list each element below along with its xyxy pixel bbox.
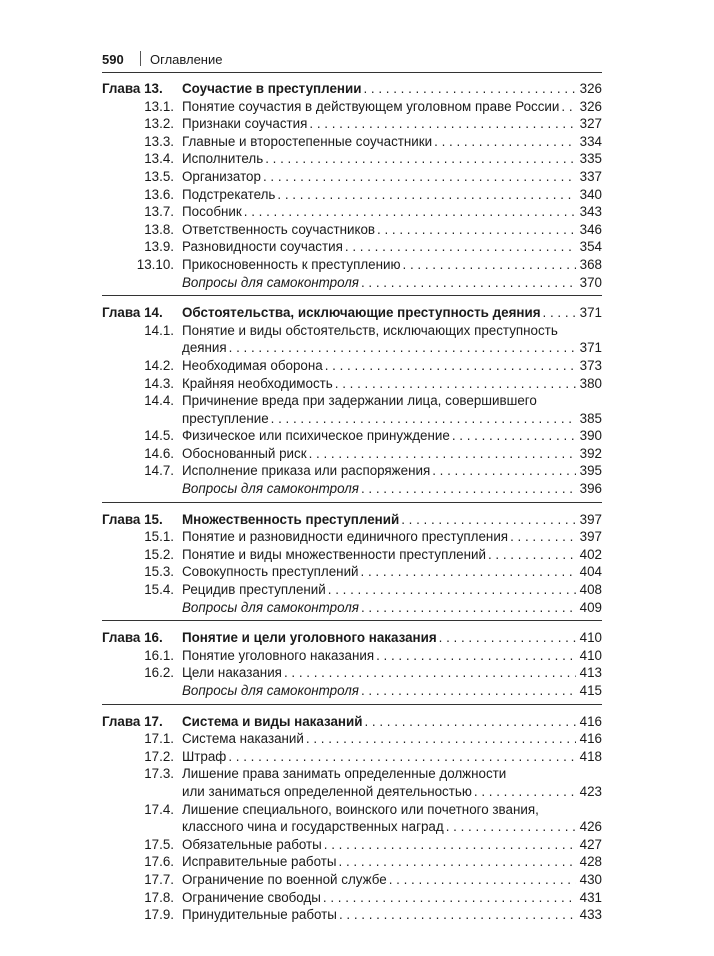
entry-title-cell [182,801,602,819]
entry-title-cell [182,730,602,748]
entry-title: Пособник [182,204,242,220]
entry-number: 14.1. [144,322,174,338]
entry-page: 368 [579,256,602,272]
entry-title: Лишение специального, воинского или почетного звания, [182,801,539,817]
dot-leader [309,445,576,463]
entry-title: Причинение вреда при задержании лица, совершившего [182,393,537,409]
entry-page: 334 [579,133,602,149]
entry-title-cell [182,256,602,274]
dot-leader [361,599,576,617]
entry-title-cell [182,203,602,221]
toc-entry [102,375,602,393]
entry-number: 17.5. [144,836,174,852]
dot-leader [361,563,576,581]
dot-leader [263,168,576,186]
entry-number: 15.4. [144,582,174,598]
toc-entry [102,906,602,924]
dot-leader [324,836,576,854]
entry-title-cell [182,80,602,98]
entry-title-cell [182,906,602,924]
entry-title-cell [182,682,602,700]
entry-page: 390 [579,428,602,444]
toc-entry [102,563,602,581]
toc-entry [102,168,602,186]
dot-leader [228,748,576,766]
entry-title-cell [182,853,602,871]
entry-title-cell [182,528,602,546]
entry-number: 13.7. [144,204,174,220]
entry-title-cell [182,713,602,731]
entry-title-cell [182,339,602,357]
dot-leader [474,783,576,801]
entry-page: 326 [579,81,602,96]
toc-entry [102,186,602,204]
entry-title: Ответственность соучастников [182,221,376,237]
toc-entry [102,546,602,564]
entry-title-cell [182,783,602,801]
entry-page: 404 [579,564,602,580]
chapter-block [102,80,602,291]
entry-title-cell [182,427,602,445]
dot-leader [306,730,576,748]
chapter-heading [102,304,602,322]
entry-title-cell [182,375,602,393]
toc-entry [102,115,602,133]
self-check-questions [102,274,602,292]
dot-leader [339,853,577,871]
entry-page: 337 [579,168,602,184]
entry-title-cell [182,647,602,665]
dot-leader [335,375,576,393]
entry-title-cell [182,392,602,410]
entry-title-cell [182,563,602,581]
entry-title-cell [182,818,602,836]
entry-number: Глава 16. [102,630,163,646]
toc-entry [102,203,602,221]
entry-title: Соучастие в преступлении [182,81,362,96]
entry-number: Глава 14. [102,305,163,321]
entry-page: 343 [579,204,602,220]
toc-entry [102,410,602,428]
toc-entry [102,238,602,256]
entry-title: Вопросы для самоконтроля [182,683,359,698]
entry-title: Организатор [182,168,261,184]
entry-page: 427 [579,836,602,852]
toc-entry [102,818,602,836]
entry-number: 13.1. [144,98,174,114]
entry-number: 14.4. [144,393,174,409]
entry-page: 423 [579,783,602,799]
entry-number: 13.3. [144,133,174,149]
entry-title: или заниматься определенной деятельностью [182,783,472,799]
toc-entry [102,256,602,274]
entry-number: 13.8. [144,221,174,237]
dot-leader [432,462,576,480]
entry-page: 371 [579,340,602,356]
entry-number: 17.8. [144,889,174,905]
entry-page: 326 [579,98,602,114]
entry-number: 15.2. [144,546,174,562]
dot-leader [452,427,576,445]
entry-title: Лишение права занимать определенные должности [182,766,507,782]
dot-leader [446,818,576,836]
entry-title: Рецидив преступлений [182,582,326,598]
toc-entry [102,357,602,375]
entry-page: 397 [579,511,602,527]
self-check-questions [102,599,602,617]
entry-page: 340 [579,186,602,202]
entry-title: Исполнение приказа или распоряжения [182,463,431,479]
dot-leader [364,713,576,731]
entry-page: 415 [579,683,602,698]
dot-leader [345,238,576,256]
dot-leader [543,304,576,322]
entry-title-cell [182,748,602,766]
entry-title-cell [182,133,602,151]
chapter-divider [102,295,602,296]
toc-entry-line [102,392,602,410]
entry-number: Глава 17. [102,713,163,729]
entry-number: 13.5. [144,168,174,184]
dot-leader [309,115,576,133]
entry-page: 402 [579,546,602,562]
entry-page: 346 [579,221,602,237]
entry-page: 380 [579,375,602,391]
dot-leader [439,629,576,647]
entry-title: Исполнитель [182,151,264,167]
entry-number: 14.7. [144,463,174,479]
entry-title-cell [182,599,602,617]
toc-entry [102,462,602,480]
dot-leader [488,546,576,564]
toc-entry [102,150,602,168]
entry-number: 17.6. [144,854,174,870]
entry-title: Ограничение свободы [182,889,321,905]
entry-title-cell [182,238,602,256]
entry-title: Исправительные работы [182,854,337,870]
entry-title-cell [182,98,602,116]
entry-number: 13.9. [144,239,174,255]
entry-title: Штраф [182,748,227,764]
entry-number: 17.9. [144,907,174,923]
toc-entry [102,133,602,151]
entry-number: 17.7. [144,871,174,887]
entry-title-cell [182,664,602,682]
dot-leader [277,186,576,204]
toc-entry [102,889,602,907]
chapter-block [102,304,602,498]
self-check-questions [102,480,602,498]
toc-entry [102,528,602,546]
entry-page: 409 [579,599,602,615]
dot-leader [339,906,576,924]
toc-entry [102,748,602,766]
entry-title: Разновидности соучастия [182,239,343,255]
entry-title: Множественность преступлений [182,511,400,527]
toc-entry [102,445,602,463]
entry-title: Понятие соучастия в действующем уголовном праве России [182,98,560,114]
entry-page: 418 [579,748,602,764]
toc-entry [102,221,602,239]
chapter-block [102,511,602,617]
entry-page: 335 [579,151,602,167]
entry-page: 397 [579,529,602,545]
entry-title-cell [182,221,602,239]
entry-number: 14.2. [144,357,174,373]
chapter-heading [102,511,602,529]
toc-entry [102,783,602,801]
entry-page: 371 [579,305,602,321]
entry-number: Глава 15. [102,511,163,527]
entry-title-cell [182,462,602,480]
entry-title: Система наказаний [182,731,304,747]
running-header [102,48,602,73]
toc-entry [102,647,602,665]
dot-leader [284,664,576,682]
dot-leader [403,256,576,274]
entry-title: Вопросы для самоконтроля [182,274,359,290]
entry-title: Физическое или психическое принуждение [182,428,450,444]
entry-title-cell [182,511,602,529]
entry-title-cell [182,629,602,647]
dot-leader [361,480,576,498]
dot-leader [510,528,576,546]
entry-number: 14.6. [144,445,174,461]
dot-leader [328,581,576,599]
entry-number: 14.5. [144,428,174,444]
chapter-heading [102,629,602,647]
toc-entry [102,836,602,854]
entry-title: Понятие уголовного наказания [182,647,375,663]
entry-number: 16.1. [144,647,174,663]
entry-title: Признаки соучастия [182,116,308,132]
entry-page: 408 [579,582,602,598]
entry-title: Система и виды наказаний [182,713,363,729]
entry-page: 416 [579,713,602,729]
entry-title-cell [182,357,602,375]
entry-title-cell [182,889,602,907]
running-title: Оглавление [150,52,223,67]
entry-title-cell [182,546,602,564]
entry-number: 16.2. [144,665,174,681]
entry-title: Вопросы для самоконтроля [182,481,359,497]
toc-entry [102,581,602,599]
entry-title-cell [182,445,602,463]
entry-title: Ограничение по военной службе [182,871,387,887]
entry-title: Необходимая оборона [182,357,323,373]
entry-page: 373 [579,357,602,373]
entry-title: Прикосновенность к преступлению [182,256,401,272]
entry-page: 327 [579,116,602,132]
entry-title: Совокупность преступлений [182,564,359,580]
entry-title-cell [182,480,602,498]
entry-page: 431 [579,889,602,905]
entry-page: 396 [579,481,602,497]
dot-leader [363,80,576,98]
entry-title-cell [182,168,602,186]
entry-title-cell [182,304,602,322]
entry-title: Понятие и разновидности единичного преступления [182,529,509,545]
table-of-contents [102,80,602,924]
toc-entry [102,853,602,871]
header-separator [140,51,141,66]
entry-number: 15.3. [144,564,174,580]
dot-leader [323,889,576,907]
entry-title: Принудительные работы [182,907,337,923]
dot-leader [401,511,576,529]
dot-leader [325,357,576,375]
entry-title-cell [182,871,602,889]
dot-leader [361,682,576,700]
chapter-divider [102,620,602,621]
dot-leader [271,410,576,428]
entry-title: Обоснованный риск [182,445,307,461]
toc-entry [102,871,602,889]
chapter-heading [102,713,602,731]
entry-title: Вопросы для самоконтроля [182,599,359,615]
entry-title-cell [182,581,602,599]
entry-title: Понятие и виды обстоятельств, исключающих преступность [182,322,558,338]
entry-title: Главные и второстепенные соучастники [182,133,433,149]
entry-title: Понятие и виды множественности преступлений [182,546,486,562]
entry-number: 17.2. [144,748,174,764]
chapter-block [102,713,602,924]
chapter-divider [102,704,602,705]
entry-number: 13.2. [144,116,174,132]
entry-page: 426 [579,819,602,835]
toc-entry-line [102,322,602,340]
entry-title: Обязательные работы [182,836,322,852]
dot-leader [244,203,576,221]
entry-number: 13.10. [136,256,174,272]
chapter-heading [102,80,602,98]
dot-leader [389,871,576,889]
entry-number: 13.6. [144,186,174,202]
entry-title-cell [182,115,602,133]
entry-title-cell [182,322,602,340]
entry-number: 15.1. [144,529,174,545]
entry-title: Понятие и цели уголовного наказания [182,630,437,646]
toc-entry [102,427,602,445]
entry-page: 416 [579,731,602,747]
toc-entry [102,339,602,357]
entry-title: классного чина и государственных наград [182,819,444,835]
dot-leader [265,150,576,168]
chapter-divider [102,502,602,503]
entry-number: 17.3. [144,766,174,782]
entry-number: 17.4. [144,801,174,817]
dot-leader [361,274,576,292]
entry-title-cell [182,765,602,783]
entry-page: 410 [579,647,602,663]
entry-page: 392 [579,445,602,461]
entry-page: 413 [579,665,602,681]
entry-number: Глава 13. [102,81,163,96]
entry-page: 395 [579,463,602,479]
entry-page: 430 [579,871,602,887]
entry-title: Подстрекатель [182,186,276,202]
entry-title: Крайняя необходимость [182,375,333,391]
entry-title-cell [182,410,602,428]
entry-page: 354 [579,239,602,255]
self-check-questions [102,682,602,700]
dot-leader [377,221,576,239]
entry-page: 370 [579,274,602,290]
entry-title: преступление [182,410,269,426]
entry-number: 14.3. [144,375,174,391]
entry-title-cell [182,274,602,292]
chapter-block [102,629,602,699]
entry-page: 433 [579,907,602,923]
entry-title: деяния [182,340,227,356]
entry-page: 428 [579,854,602,870]
entry-page: 410 [579,630,602,646]
toc-entry-line [102,801,602,819]
entry-title-cell [182,186,602,204]
toc-entry-line [102,765,602,783]
dot-leader [376,647,576,665]
entry-number: 17.1. [144,731,174,747]
dot-leader [229,339,576,357]
entry-title: Цели наказания [182,665,282,681]
entry-title: Обстоятельства, исключающие преступность деяния [182,305,541,321]
page-number: 590 [102,52,124,67]
toc-entry [102,664,602,682]
entry-number: 13.4. [144,151,174,167]
entry-title-cell [182,836,602,854]
dot-leader [434,133,576,151]
toc-entry [102,730,602,748]
toc-entry [102,98,602,116]
dot-leader [561,98,576,116]
entry-title-cell [182,150,602,168]
entry-page: 385 [579,410,602,426]
